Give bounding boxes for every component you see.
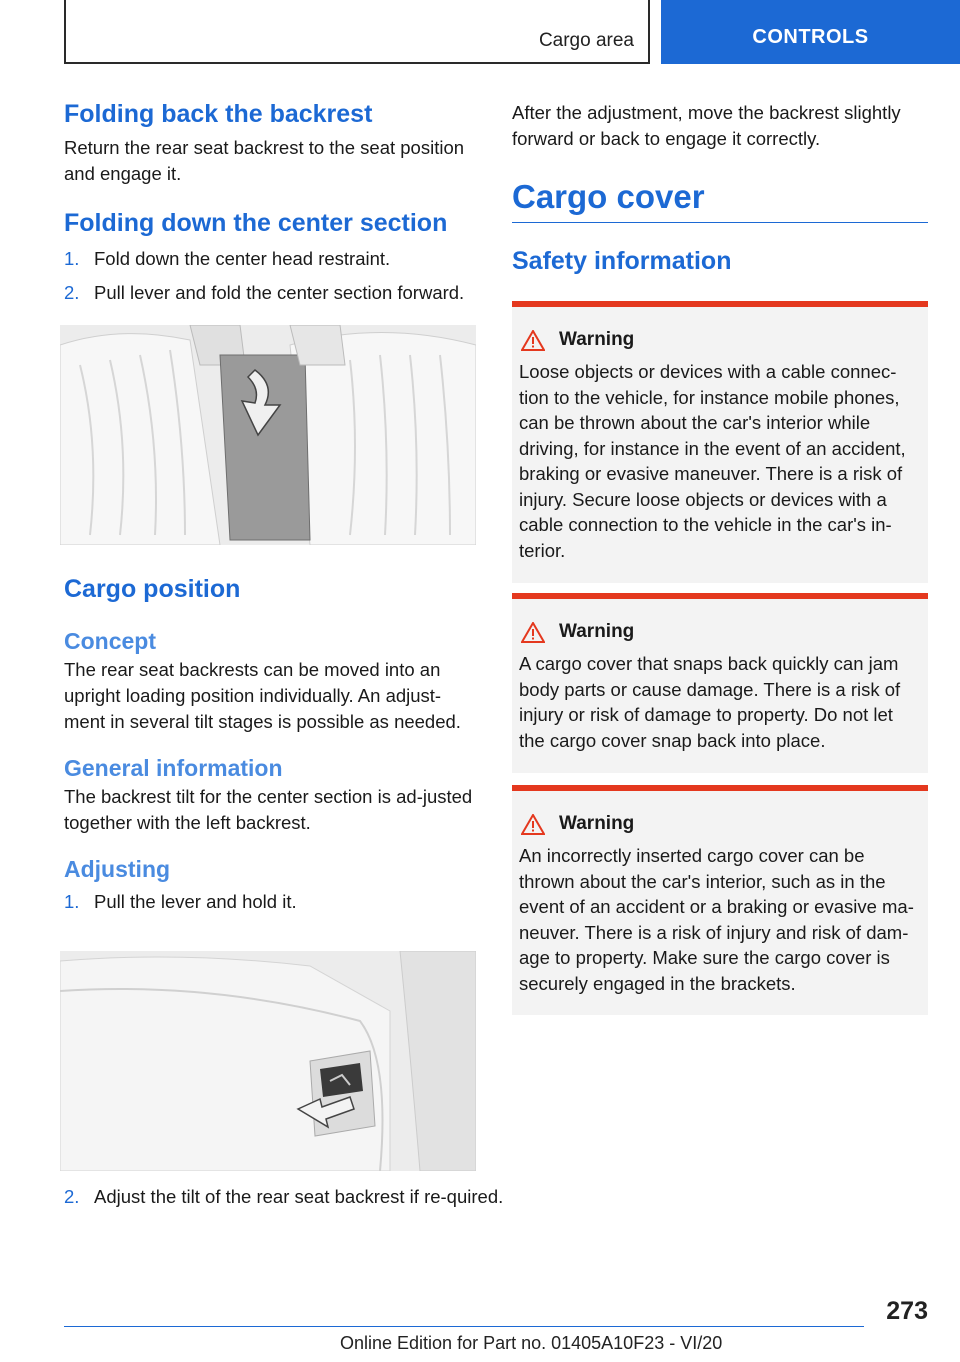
right-column xyxy=(512,100,928,276)
paragraph-after-adjustment: After the adjustment, move the backrest slightly forward or back to engage it correctly. xyxy=(512,102,901,149)
left-column xyxy=(64,100,476,306)
step-text: Adjust the tilt of the rear seat backrest if re-quired. xyxy=(94,1186,504,1207)
warning-box xyxy=(512,301,928,583)
list-item xyxy=(64,246,476,272)
warning-text: A cargo cover that snaps back quickly can jam body parts or cause damage. There is a risk of injury or risk of damage to property. Do not let the cargo cover snap back into place. xyxy=(519,653,901,751)
warning-box xyxy=(512,593,928,773)
step-number: 1. xyxy=(64,248,80,269)
warning-triangle-icon xyxy=(521,814,545,835)
paragraph-general-information: The backrest tilt for the center section is ad-justed together with the left backrest. xyxy=(64,786,473,833)
step-number: 1. xyxy=(64,891,80,912)
figure-lever xyxy=(60,951,476,1171)
list-item xyxy=(64,1184,506,1210)
warnings-area xyxy=(512,301,928,1031)
chapter-tab[interactable]: CONTROLS xyxy=(661,0,960,64)
header-frame xyxy=(64,0,650,64)
figure-center-section xyxy=(60,325,476,545)
footer-edition: Online Edition for Part no. 01405A10F23 - VI/20 xyxy=(340,1333,723,1353)
heading-cargo-cover: Cargo cover xyxy=(512,178,928,223)
section-title: Cargo area xyxy=(538,30,634,51)
step-text: Pull the lever and hold it. xyxy=(94,891,297,912)
step-text: Fold down the center head restraint. xyxy=(94,248,391,269)
step-number: 2. xyxy=(64,282,80,303)
heading-concept: Concept xyxy=(64,628,156,654)
step-number: 2. xyxy=(64,1186,80,1207)
left-column-lower xyxy=(64,575,476,915)
warning-text: An incorrectly inserted cargo cover can be thrown about the car's interior, such as in the event of an accident or a braking or evasive ma-neuver. There is a risk of injury and risk of dam-age to property. Make sure the cargo cover is securely engaged in the brackets. xyxy=(519,845,914,994)
page-number: 273 xyxy=(886,1297,928,1325)
step-text: Pull lever and fold the center section forward. xyxy=(94,282,465,303)
footer-divider xyxy=(64,1326,864,1327)
warning-title: Warning xyxy=(559,621,635,642)
warning-box xyxy=(512,785,928,1015)
heading-folding-down: Folding down the center section xyxy=(64,209,448,237)
warning-title: Warning xyxy=(559,329,635,350)
heading-folding-back: Folding back the backrest xyxy=(64,100,373,128)
warning-text: Loose objects or devices with a cable connec-tion to the vehicle, for instance mobile phones, can be thrown about the car's interior while driving, for instance in the event of an accident, braking or evasive maneuver. There is a risk of injury. Secure loose objects or devices with a cable connection to the vehicle in the car's in-terior. xyxy=(519,361,906,561)
warning-header xyxy=(519,621,922,643)
warning-title: Warning xyxy=(559,813,635,834)
paragraph-concept: The rear seat backrests can be moved into an upright loading position individually. An adjust-ment in several tilt stages is possible as needed. xyxy=(64,659,461,732)
heading-general-information: General information xyxy=(64,755,283,781)
warning-triangle-icon xyxy=(521,330,545,351)
warning-header xyxy=(519,329,922,351)
paragraph-folding-back: Return the rear seat backrest to the seat position and engage it. xyxy=(64,137,465,184)
list-item xyxy=(64,280,476,306)
heading-adjusting: Adjusting xyxy=(64,856,171,882)
warning-triangle-icon xyxy=(521,622,545,643)
list-item xyxy=(64,889,476,915)
heading-safety-information: Safety information xyxy=(512,247,732,275)
heading-cargo-position: Cargo position xyxy=(64,575,241,603)
warning-header xyxy=(519,813,922,835)
